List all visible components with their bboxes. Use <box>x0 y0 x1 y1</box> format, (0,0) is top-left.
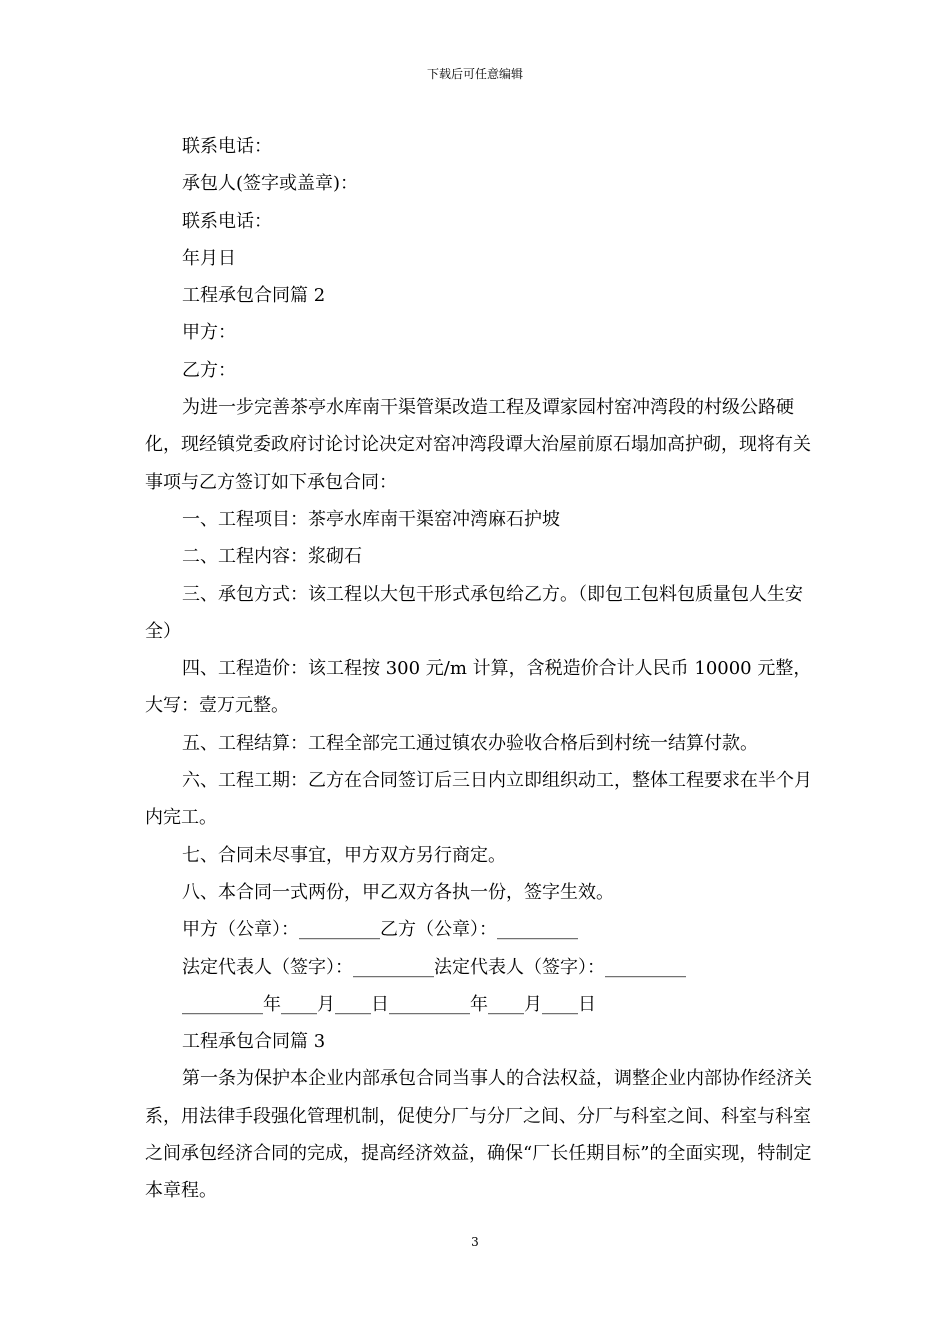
paragraph: 年月日 <box>182 247 236 269</box>
date-line: _________年____月____日_________年____月____日 <box>182 993 596 1015</box>
signature-line: 甲方（公章）：_________乙方（公章）：_________ <box>182 919 578 941</box>
clause: 八、本合同一式两份，甲乙双方各执一份，签字生效。 <box>182 881 614 903</box>
paragraph: 甲方： <box>182 322 236 344</box>
clause: 三、承包方式：该工程以大包干形式承包给乙方。（即包工包料包质量包人生安全） <box>145 583 803 642</box>
clause: 一、工程项目：茶亭水库南干渠窑冲湾麻石护坡 <box>182 508 560 530</box>
section-heading: 工程承包合同篇 3 <box>182 1031 326 1053</box>
paragraph: 承包人(签字或盖章)： <box>182 173 359 195</box>
signature-line: 法定代表人（签字）：_________法定代表人（签字）：_________ <box>182 956 686 978</box>
page-header: 下载后可任意编辑 <box>426 67 523 81</box>
clause: 六、工程工期：乙方在合同签订后三日内立即组织动工，整体工程要求在半个月内完工。 <box>145 770 812 829</box>
clause: 五、工程结算：工程全部完工通过镇农办验收合格后到村统一结算付款。 <box>182 732 758 754</box>
paragraph: 联系电话： <box>182 210 272 232</box>
paragraph: 乙方： <box>182 359 236 381</box>
paragraph: 第一条为保护本企业内部承包合同当事人的合法权益，调整企业内部协作经济关系，用法律手段强化管理机制，促使分厂与分厂之间、分厂与科室之间、科室与科室之间承包经济合同的完成，提高经济效益，确保“厂长任期目标”的全面实现，特制定本章程。 <box>145 1068 812 1202</box>
section-heading: 工程承包合同篇 2 <box>182 285 326 307</box>
clause: 四、工程造价：该工程按 300 元/m 计算，含税造价合计人民币 10000 元整，大写：壹万元整。 <box>145 658 812 717</box>
paragraph: 联系电话： <box>182 136 272 157</box>
paragraph: 为进一步完善茶亭水库南干渠管渠改造工程及谭家园村窑冲湾段的村级公路硬化，现经镇党委政府讨论讨论决定对窑冲湾段谭大治屋前原石塌加高护砌，现将有关事项与乙方签订如下承包合同： <box>145 397 811 493</box>
document-body <box>145 128 825 1210</box>
clause: 二、工程内容：浆砌石 <box>182 546 362 568</box>
page-number: 3 <box>471 1235 479 1249</box>
clause: 七、合同未尽事宜，甲方双方另行商定。 <box>182 844 506 866</box>
